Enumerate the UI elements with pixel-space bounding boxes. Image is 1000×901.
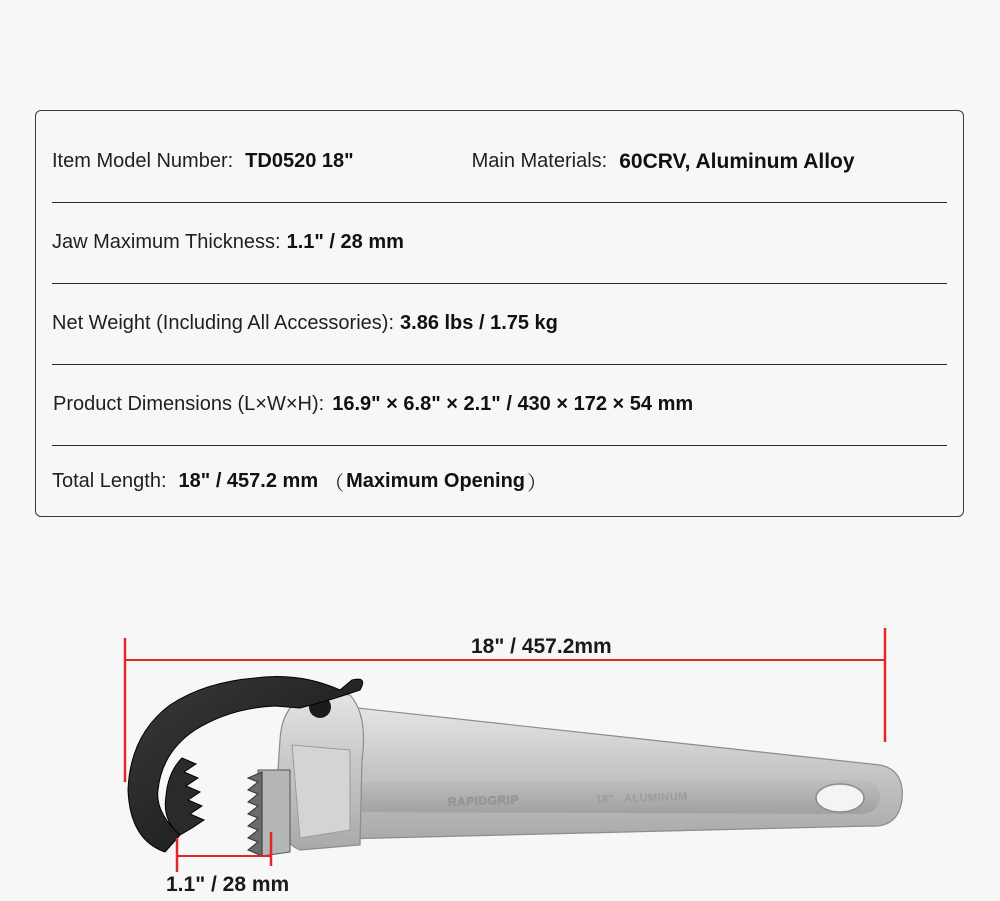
total-length-value: 18" / 457.2 mm	[178, 470, 319, 492]
length-dimension-label: 18" / 457.2mm	[471, 635, 612, 658]
jaw-dimension-label: 1.1" / 28 mm	[166, 873, 290, 896]
note-paren-open: （	[324, 473, 345, 495]
dimensions-label: Product Dimensions (L×W×H):	[53, 393, 325, 415]
materials-value: 60CRV, Aluminum Alloy	[619, 149, 855, 173]
model-number-label: Item Model Number:	[52, 150, 234, 172]
total-length-note: Maximum Opening	[346, 470, 526, 492]
brand-marking: RAPIDGRIP	[447, 792, 520, 809]
spec-row-jaw-thickness	[52, 202, 947, 284]
model-number-value: TD0520 18"	[245, 150, 354, 172]
wrench-handle	[300, 705, 902, 840]
spec-table	[35, 110, 964, 517]
spec-row-net-weight	[52, 283, 947, 365]
spec-row-model	[52, 121, 947, 203]
net-weight-value: 3.86 lbs / 1.75 kg	[400, 312, 558, 334]
spec-row-total-length	[52, 441, 947, 522]
jaw-thickness-value: 1.1" / 28 mm	[286, 231, 404, 253]
material-marking: ALUMINUM	[623, 790, 688, 805]
dimensions-value: 16.9" × 6.8" × 2.1" / 430 × 172 × 54 mm	[332, 393, 694, 415]
hang-hole	[816, 784, 864, 812]
lower-jaw	[248, 770, 290, 856]
wrench-figure	[0, 600, 1000, 896]
net-weight-label: Net Weight (Including All Accessories):	[52, 312, 395, 334]
note-paren-close: ）	[527, 473, 548, 495]
size-marking: 18"	[595, 793, 614, 806]
materials-label: Main Materials:	[471, 150, 608, 172]
jaw-thickness-label: Jaw Maximum Thickness:	[52, 231, 281, 253]
total-length-label: Total Length:	[52, 470, 167, 492]
spec-row-dimensions	[52, 364, 947, 446]
